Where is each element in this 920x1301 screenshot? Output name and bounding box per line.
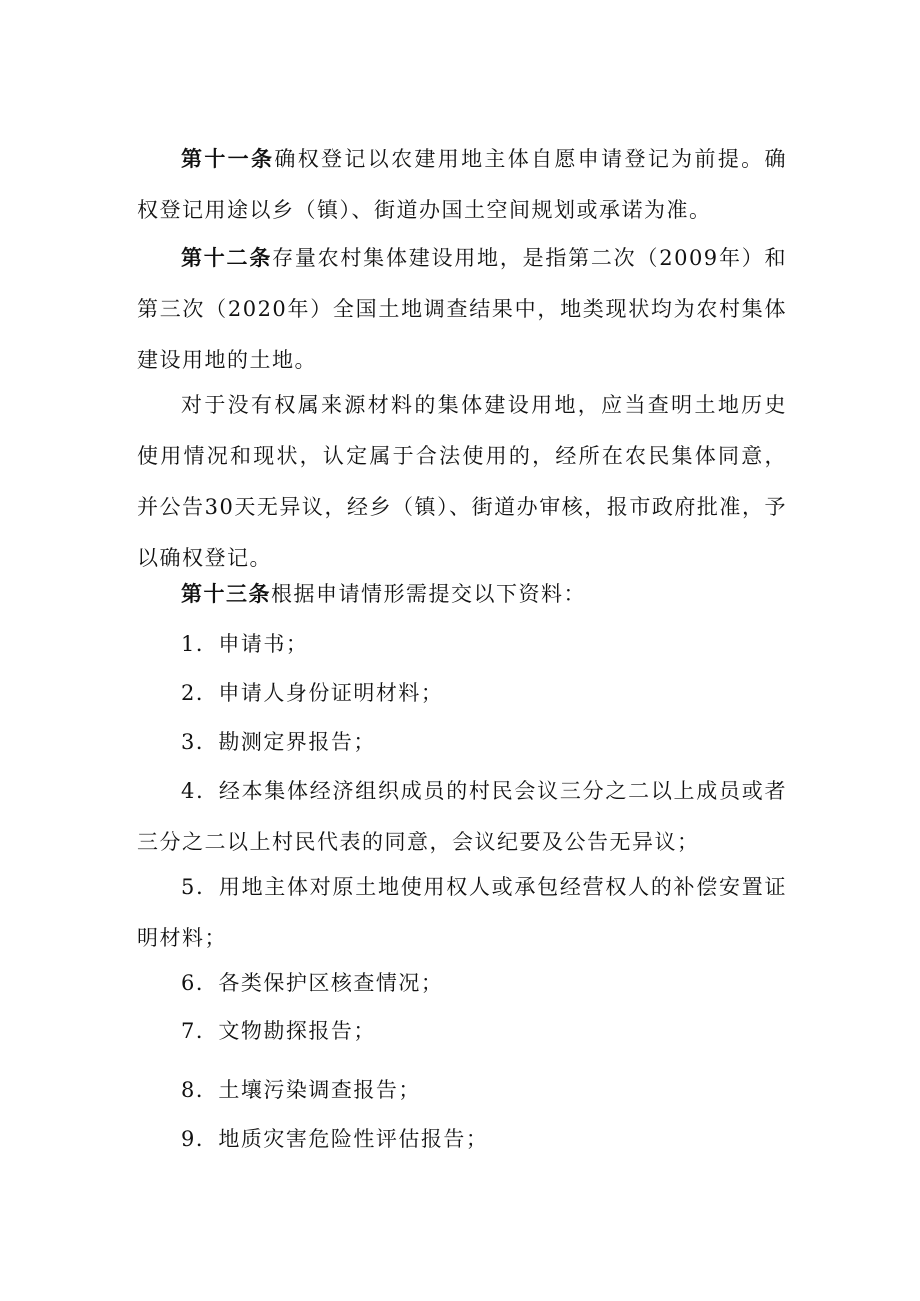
- article-13-paragraph: [137, 569, 787, 620]
- material-item-3: 3．勘测定界报告；: [181, 730, 376, 754]
- material-item-8: 8．土壤污染调查报告；: [181, 1078, 421, 1102]
- article-11-text: 确权登记以农建用地主体自愿申请登记为前提。确权登记用途以乡（镇）、街道办国土空间规划或承诺为准。: [137, 147, 788, 222]
- material-item-9: 9．地质灾害危险性评估报告；: [181, 1127, 489, 1151]
- no-source-material-paragraph: 对于没有权属来源材料的集体建设用地，应当查明土地历史使用情况和现状，认定属于合法使用的，经所在农民集体同意，并公告30天无异议，经乡（镇）、街道办审核，报市政府批准，予以确权登记。: [137, 393, 787, 570]
- article-11-paragraph: [137, 134, 787, 236]
- material-item-2: 2．申请人身份证明材料；: [181, 681, 444, 705]
- article-13-label: 第十三条: [181, 582, 271, 606]
- article-11-label: 第十一条: [181, 147, 275, 171]
- material-item-1: 1．申请书；: [181, 632, 309, 656]
- material-item-7: 7．文物勘探报告；: [181, 1019, 376, 1043]
- material-item-6: 6．各类保护区核查情况；: [181, 971, 444, 995]
- article-13-text: 根据申请情形需提交以下资料：: [271, 582, 586, 606]
- material-item-5: 5．用地主体对原土地使用权人或承包经营权人的补偿安置证明材料；: [137, 875, 787, 950]
- material-item-4: 4．经本集体经济组织成员的村民会议三分之二以上成员或者三分之二以上村民代表的同意，会议纪要及公告无异议；: [137, 779, 787, 854]
- article-12-text: 存量农村集体建设用地，是指第二次（2009年）和第三次（2020年）全国土地调查结果中，地类现状均为农村集体建设用地的土地。: [137, 246, 787, 372]
- article-12-label: 第十二条: [181, 246, 273, 270]
- article-12-paragraph: [137, 233, 787, 386]
